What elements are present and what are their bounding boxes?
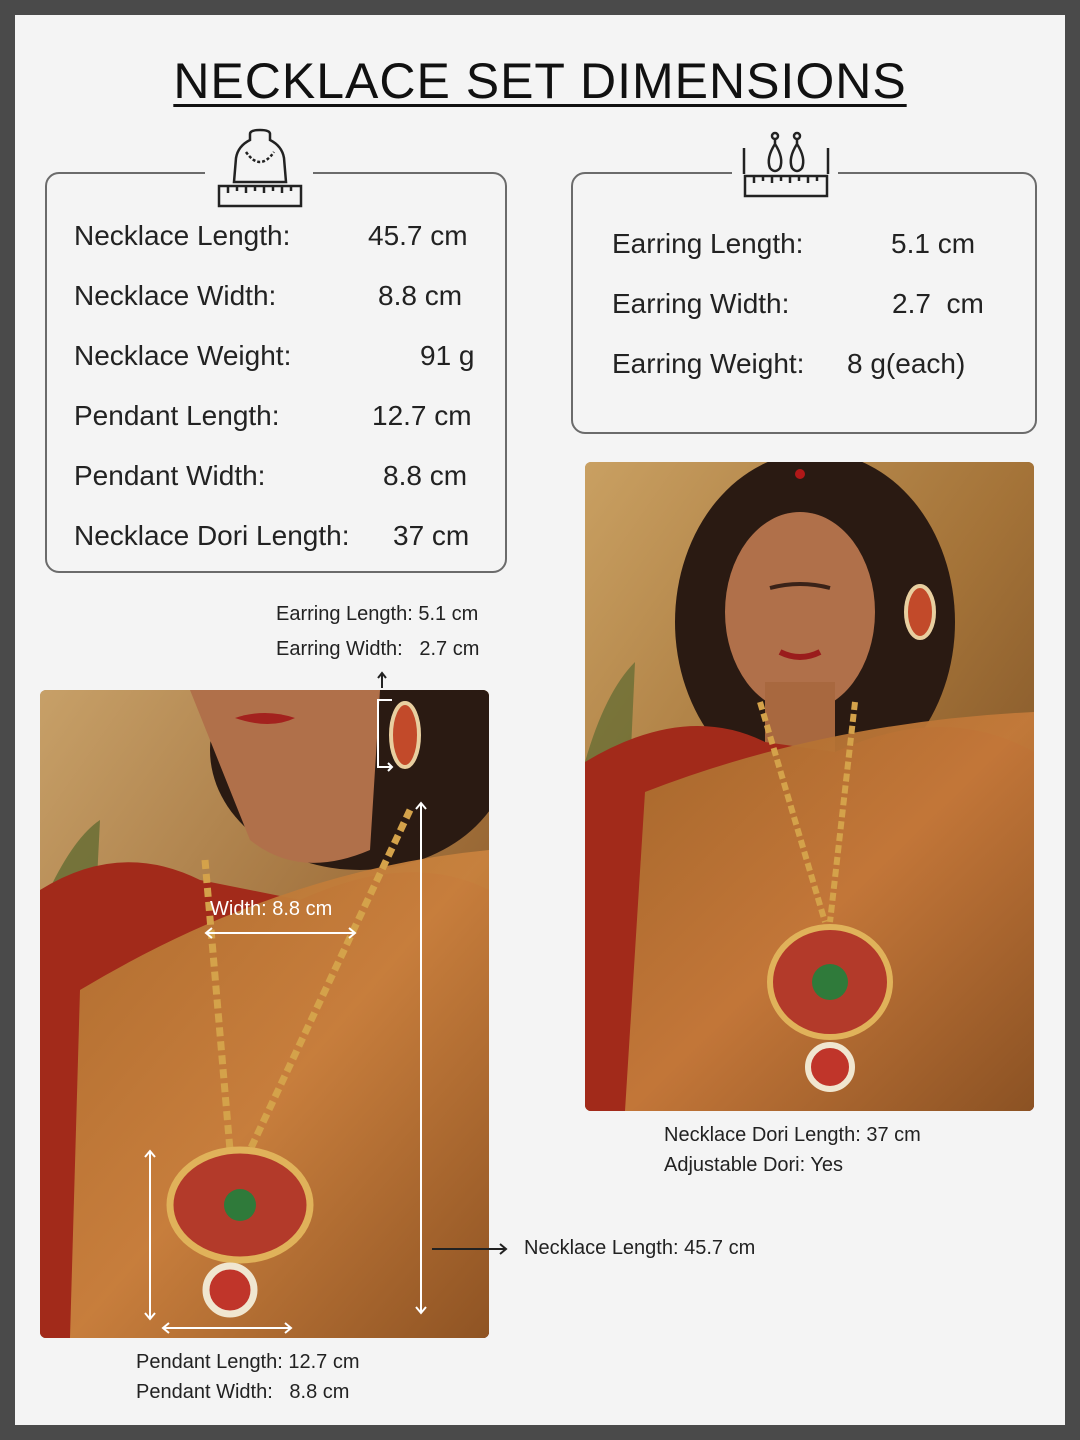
spec-value: 91 g: [420, 340, 475, 371]
spec-label: Pendant Width:: [74, 460, 266, 491]
spec-label: Necklace Weight:: [74, 340, 292, 371]
spec-label: Necklace Width:: [74, 280, 277, 311]
spec-label: Earring Weight:: [612, 348, 805, 379]
necklace-length-pointer: [430, 1240, 510, 1258]
earring-length-annotation: Earring Length: 5.1 cm: [276, 603, 479, 625]
earrings-ruler-icon: [742, 130, 830, 200]
necklace-bust-ruler-icon: [216, 128, 304, 210]
spec-label: Pendant Length:: [74, 400, 280, 431]
spec-value: 45.7 cm: [368, 220, 468, 251]
spec-label: Earring Width:: [612, 288, 790, 319]
spec-label: Necklace Length:: [74, 220, 291, 251]
page-title: NECKLACE SET DIMENSIONS: [173, 53, 907, 109]
spec-value: 2.7 cm: [892, 288, 984, 319]
pendant-length-arrow: [141, 1148, 159, 1322]
spec-value: 5.1 cm: [891, 228, 976, 259]
spec-label: Necklace Dori Length:: [74, 520, 350, 551]
earring-measure-arrows: [370, 670, 400, 775]
spec-value: 8.8 cm: [383, 460, 468, 491]
adjustable-dori-caption: Adjustable Dori: Yes: [664, 1154, 844, 1176]
width-arrow: [203, 925, 358, 941]
model-photo-front: [585, 462, 1034, 1111]
dori-length-caption: Necklace Dori Length: 37 cm: [664, 1124, 921, 1146]
pendant-length-annotation: Pendant Length: 12.7 cm: [136, 1351, 360, 1373]
pendant-width-arrow: [160, 1320, 294, 1336]
pendant-width-annotation: Pendant Width: 8.8 cm: [136, 1381, 350, 1403]
earring-width-annotation: Earring Width: 2.7 cm: [276, 638, 480, 660]
spec-value: 37 cm: [393, 520, 470, 551]
spec-value: 8 g(each): [847, 348, 966, 379]
spec-value: 8.8 cm: [378, 280, 463, 311]
necklace-length-arrow: [412, 800, 430, 1316]
spec-value: 12.7 cm: [372, 400, 472, 431]
necklace-length-annotation: Necklace Length: 45.7 cm: [524, 1237, 756, 1259]
spec-label: Earring Length:: [612, 228, 804, 259]
width-annotation: Width: 8.8 cm: [210, 898, 333, 920]
